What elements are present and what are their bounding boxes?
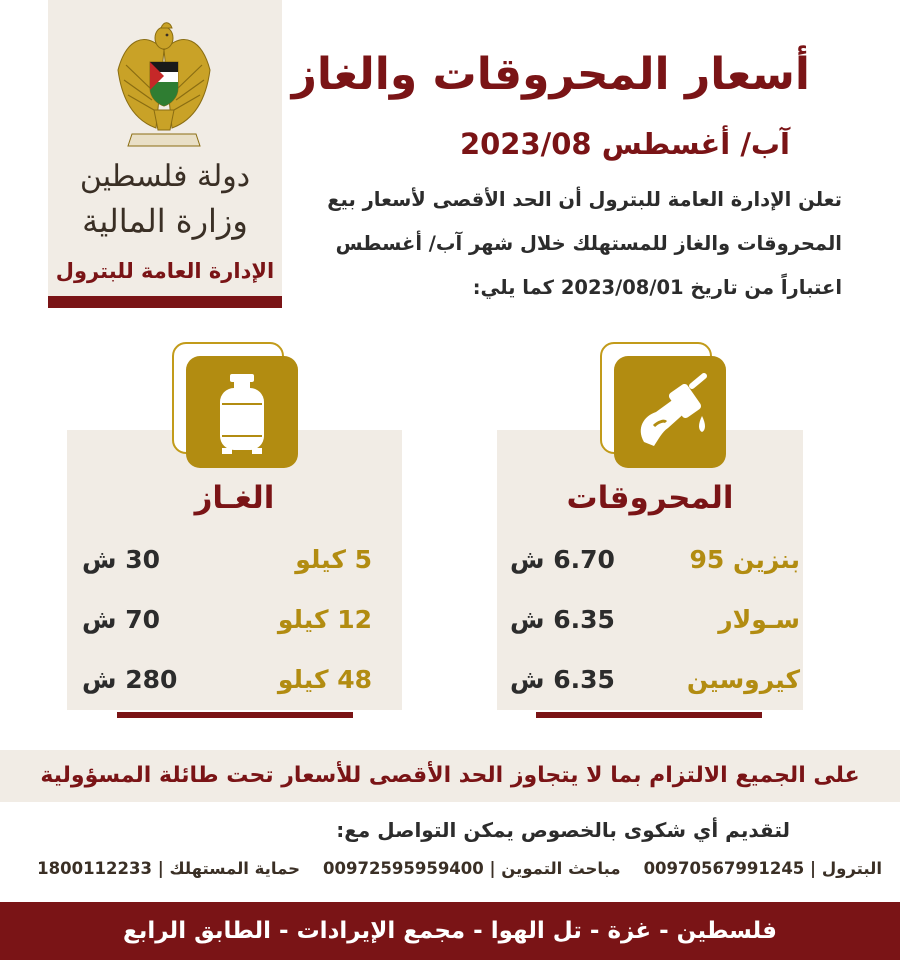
date-subtitle: آب/ أغسطس 2023/08	[459, 127, 790, 161]
fuel-nozzle-icon	[614, 356, 726, 468]
fuel-heading: المحروقات	[566, 480, 734, 516]
fuel-row-1-label: بنزين 95	[689, 545, 800, 574]
address-text: فلسطين - غزة - تل الهوا - مجمع الإيرادات - الطابق الرابع	[123, 918, 777, 944]
fuel-row-2-price: 6.35 ش	[510, 605, 615, 634]
gas-row-2-price: 70 ش	[82, 605, 160, 634]
gas-row-2	[82, 600, 372, 640]
page-title: أسعار المحروقات والغاز	[291, 49, 810, 100]
intro-line-3: اعتباراً من تاريخ 2023/08/01 كما يلي:	[472, 276, 842, 299]
gas-row-3-price: 280 ش	[82, 665, 178, 694]
contact-list	[18, 854, 882, 884]
fuel-row-1-price: 6.70 ش	[510, 545, 615, 574]
contact-consumer-number: 1800112233	[37, 859, 152, 878]
gas-cylinder-icon	[186, 356, 298, 468]
intro-paragraph	[282, 178, 842, 310]
logo-divider	[48, 296, 282, 308]
logo-department: الإدارة العامة للبترول	[55, 259, 275, 283]
contact-separator: |	[157, 859, 164, 878]
intro-line-1: تعلن الإدارة العامة للبترول أن الحد الأقصى لأسعار بيع	[327, 188, 842, 211]
logo-panel	[48, 0, 282, 296]
contact-supply-number: 00972595959400	[323, 859, 484, 878]
intro-line-2: المحروقات والغاز للمستهلك خلال شهر آب/ أغسطس	[335, 232, 842, 255]
gas-row-2-label: 12 كيلو	[277, 605, 372, 634]
address-band	[0, 902, 900, 960]
gas-row-1-price: 30 ش	[82, 545, 160, 574]
gas-heading: الغـاز	[194, 480, 275, 516]
gas-row-1-label: 5 كيلو	[295, 545, 372, 574]
fuel-row-3	[510, 660, 800, 700]
contact-petroleum-label: البترول	[821, 859, 882, 878]
contact-intro: لتقديم أي شكوى بالخصوص يمكن التواصل مع:	[336, 818, 790, 842]
gas-row-3	[82, 660, 372, 700]
palestine-eagle-emblem-icon	[114, 10, 214, 158]
contact-petroleum-number: 00970567991245	[643, 859, 805, 878]
notice-band	[0, 750, 900, 802]
logo-ministry-name: وزارة المالية	[82, 202, 248, 240]
gas-row-1	[82, 540, 372, 580]
gas-box-underline	[117, 712, 353, 718]
fuel-row-3-price: 6.35 ش	[510, 665, 615, 694]
fuel-box-underline	[536, 712, 762, 718]
logo-state-name: دولة فلسطين	[79, 159, 251, 194]
contact-supply-label: مباحث التموين	[501, 859, 621, 878]
fuel-row-3-label: كيروسين	[686, 665, 800, 694]
fuel-row-2	[510, 600, 800, 640]
gas-icon-tile	[186, 356, 298, 468]
fuel-icon-tile	[614, 356, 726, 468]
gas-row-3-label: 48 كيلو	[277, 665, 372, 694]
contact-consumer-label: حماية المستهلك	[169, 859, 301, 878]
fuel-row-1	[510, 540, 800, 580]
fuel-row-2-label: سـولار	[718, 605, 800, 634]
contact-separator: |	[810, 859, 817, 878]
notice-text: على الجميع الالتزام بما لا يتجاوز الحد الأقصى للأسعار تحت طائلة المسؤولية	[40, 763, 860, 788]
contact-separator: |	[489, 859, 496, 878]
